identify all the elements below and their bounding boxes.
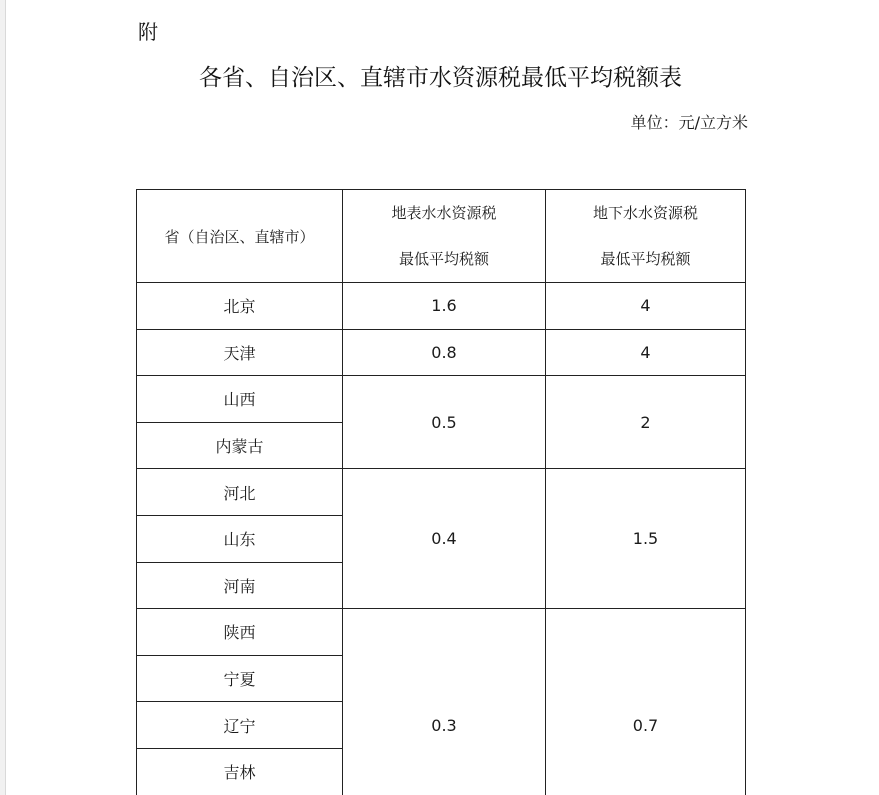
- region-cell: 河北: [137, 469, 343, 516]
- document-title: 各省、自治区、直辖市水资源税最低平均税额表: [199, 65, 682, 91]
- surface-rate-cell: 0.8: [343, 329, 546, 376]
- surface-rate-cell: 0.4: [343, 469, 546, 609]
- table-row: [137, 329, 746, 376]
- table-row: [137, 283, 746, 330]
- attachment-label: 附: [138, 20, 158, 44]
- region-cell: 山东: [137, 515, 343, 562]
- header-ground-line1: 地下水水资源税: [592, 204, 698, 222]
- ground-rate-cell: 0.7: [546, 609, 746, 795]
- region-cell: 宁夏: [137, 655, 343, 702]
- table-header-row: [137, 190, 746, 283]
- region-cell: 北京: [137, 283, 343, 330]
- table-row: [137, 469, 746, 516]
- surface-rate-cell: 0.3: [343, 609, 546, 795]
- region-cell: 山西: [137, 376, 343, 423]
- unit-note: 单位：元/立方米: [630, 113, 748, 132]
- page-edge: [0, 0, 6, 795]
- surface-rate-cell: 0.5: [343, 376, 546, 469]
- header-ground-line2: 最低平均税额: [600, 250, 691, 268]
- ground-rate-cell: 2: [546, 376, 746, 469]
- header-ground-water: [546, 190, 746, 283]
- ground-rate-cell: 4: [546, 283, 746, 330]
- ground-rate-cell: 4: [546, 329, 746, 376]
- header-region: [137, 190, 343, 283]
- header-surface-line1: 地表水水资源税: [391, 204, 497, 222]
- header-surface-water: [343, 190, 546, 283]
- table-row: [137, 376, 746, 423]
- region-cell: 吉林: [137, 748, 343, 795]
- table-row: [137, 609, 746, 656]
- region-cell: 辽宁: [137, 702, 343, 749]
- region-cell: 天津: [137, 329, 343, 376]
- region-cell: 内蒙古: [137, 422, 343, 469]
- surface-rate-cell: 1.6: [343, 283, 546, 330]
- ground-rate-cell: 1.5: [546, 469, 746, 609]
- region-cell: 陕西: [137, 609, 343, 656]
- header-region-label: 省（自治区、直辖市）: [164, 227, 315, 246]
- tax-rate-table: [136, 189, 746, 795]
- header-surface-line2: 最低平均税额: [398, 250, 489, 268]
- region-cell: 河南: [137, 562, 343, 609]
